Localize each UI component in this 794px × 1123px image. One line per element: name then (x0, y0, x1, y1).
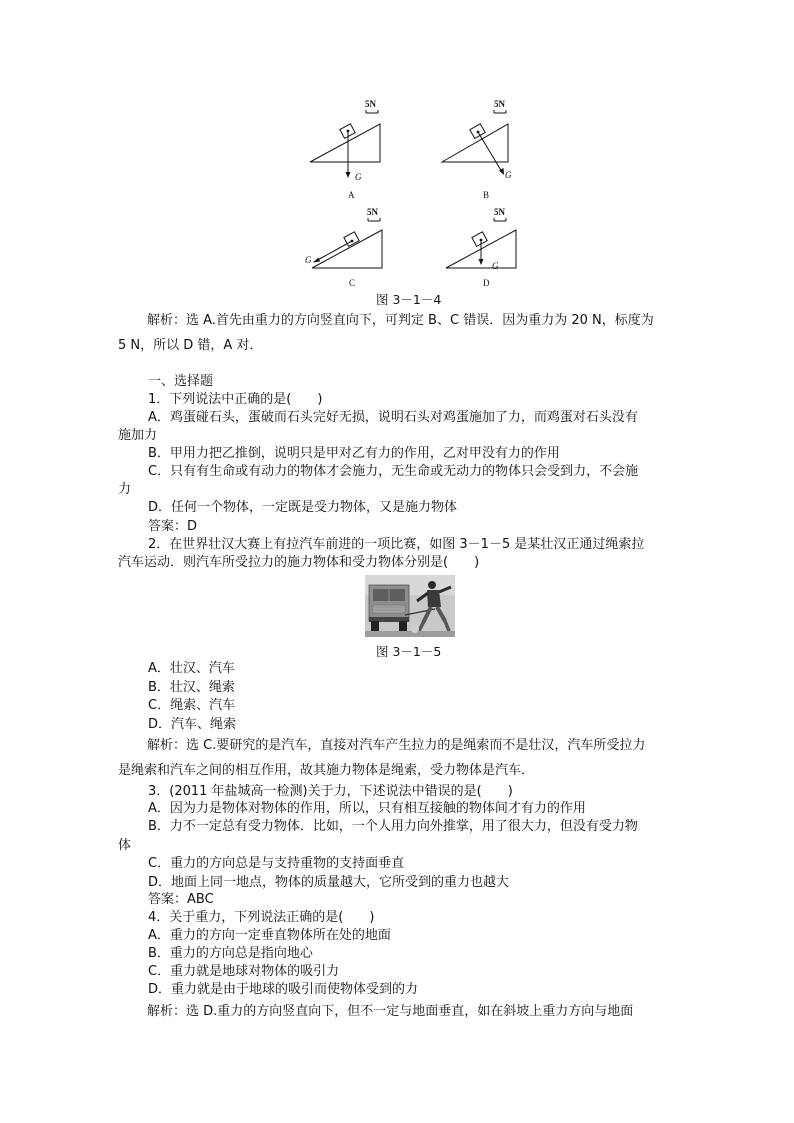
question-3-option-c: C．重力的方向总是与支持重物的支持面垂直 (148, 856, 405, 871)
question-3-option-d: D．地面上同一地点，物体的质量越大，它所受到的重力也越大 (148, 875, 510, 890)
question-2-option-d: D．汽车、绳索 (148, 717, 237, 732)
analysis-text: 解析：选 A.首先由重力的方向竖直向下，可判定 B、C 错误．因为重力为 20 N，标度为 (147, 313, 654, 328)
force-label-d: G (492, 261, 499, 271)
question-2-option-a: A．壮汉、汽车 (148, 661, 235, 676)
question-2-stem-cont: 汽车运动．则汽车所受拉力的施力物体和受力物体分别是( ) (118, 555, 480, 570)
analysis-text: 5 N，所以 D 错，A 对． (118, 338, 263, 353)
question-2-analysis-cont: 是绳索和汽车之间的相互作用，故其施力物体是绳索，受力物体是汽车． (118, 763, 535, 778)
panel-label-d: D (483, 278, 490, 288)
scale-label-a: 5N (365, 99, 376, 109)
force-label-c: G (305, 255, 312, 265)
panel-label-a: A (348, 190, 355, 200)
question-2-option-c: C．绳索、汽车 (148, 698, 236, 713)
scale-label-d: 5N (494, 207, 505, 217)
force-label-b: G (505, 170, 512, 180)
question-1-stem: 1．下列说法中正确的是( ) (148, 392, 323, 407)
question-1-answer: 答案：D (148, 519, 198, 534)
incline-diagram-b (432, 108, 532, 188)
question-3-stem: 3．(2011 年盐城高一检测)关于力，下述说法中错误的是( ) (148, 784, 513, 799)
panel-label-b: B (483, 190, 490, 200)
force-label-a: G (355, 172, 362, 182)
incline-diagram-d (440, 216, 540, 296)
question-1-option-a: A．鸡蛋碰石头，蛋破而石头完好无损，说明石头对鸡蛋施加了力，而鸡蛋对石头没有 (148, 410, 638, 425)
question-4-option-c: C．重力就是地球对物体的吸引力 (148, 964, 340, 979)
question-4-stem: 4．关于重力，下列说法正确的是( ) (148, 910, 375, 925)
incline-diagram-a (300, 108, 400, 188)
question-1-option-c-cont: 力 (118, 482, 132, 497)
figure-caption-3-1-4: 图 3－1－4 (376, 292, 442, 307)
section-title: 一、选择题 (148, 374, 214, 389)
question-1-option-c: C．只有有生命或有动力的物体才会施力，无生命或无动力的物体只会受到力，不会施 (148, 464, 639, 479)
question-2-analysis: 解析：选 C.要研究的是汽车，直接对汽车产生拉力的是绳索而不是壮汉，汽车所受拉力 (147, 738, 646, 753)
question-2-stem: 2．在世界壮汉大赛上有拉汽车前进的一项比赛，如图 3－1－5 是某壮汉正通过绳索拉 (148, 537, 645, 552)
question-3-option-b: B．力不一定总有受力物体．比如，一个人用力向外推掌，用了很大力，但没有受力物 (148, 819, 638, 834)
figure-caption-3-1-5: 图 3－1－5 (376, 644, 442, 659)
question-1-option-d: D．任何一个物体，一定既是受力物体，又是施力物体 (148, 500, 458, 515)
scale-label-b: 5N (494, 99, 505, 109)
question-4-option-d: D．重力就是由于地球的吸引而使物体受到的力 (148, 982, 419, 997)
panel-label-c: C (349, 278, 356, 288)
question-2-option-b: B．壮汉、绳索 (148, 680, 235, 695)
scale-label-c: 5N (367, 207, 378, 217)
question-1-option-b: B．甲用力把乙推倒，说明只是甲对乙有力的作用，乙对甲没有力的作用 (148, 446, 560, 461)
question-3-answer: 答案：ABC (148, 892, 214, 907)
question-4-analysis: 解析：选 D.重力的方向竖直向下，但不一定与地面垂直，如在斜坡上重力方向与地面 (147, 1004, 634, 1019)
question-3-option-b-cont: 体 (118, 838, 132, 853)
question-4-option-a: A．重力的方向一定垂直物体所在处的地面 (148, 928, 391, 943)
question-4-option-b: B．重力的方向总是指向地心 (148, 946, 313, 961)
strongman-photo (365, 575, 455, 637)
question-3-option-a: A．因为力是物体对物体的作用，所以，只有相互接触的物体间才有力的作用 (148, 801, 586, 816)
question-1-option-a-cont: 施加力 (118, 428, 158, 443)
